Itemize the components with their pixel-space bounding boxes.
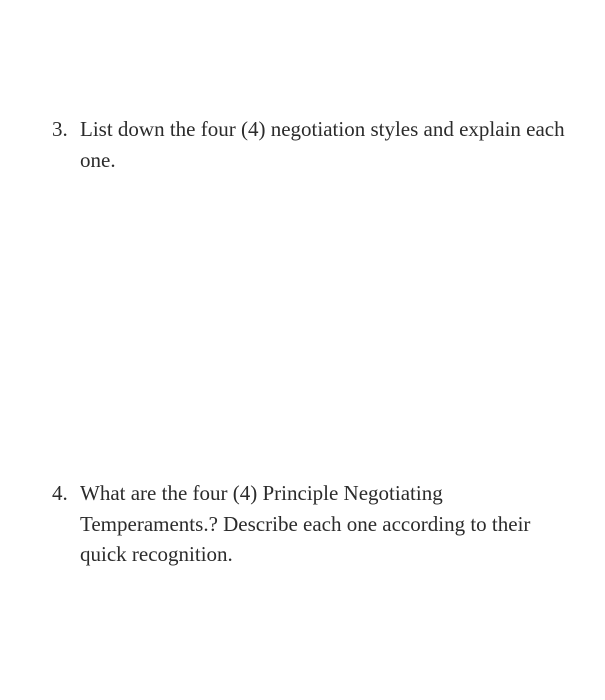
question-3 [52, 114, 582, 175]
question-4 [52, 478, 582, 570]
question-number: 4. [52, 481, 68, 505]
question-number: 3. [52, 117, 68, 141]
question-text: What are the four (4) Principle Negotiating Temperaments.? Describe each one according to their quick recognition. [80, 481, 531, 566]
question-text: List down the four (4) negotiation styles and explain each one. [80, 117, 565, 172]
